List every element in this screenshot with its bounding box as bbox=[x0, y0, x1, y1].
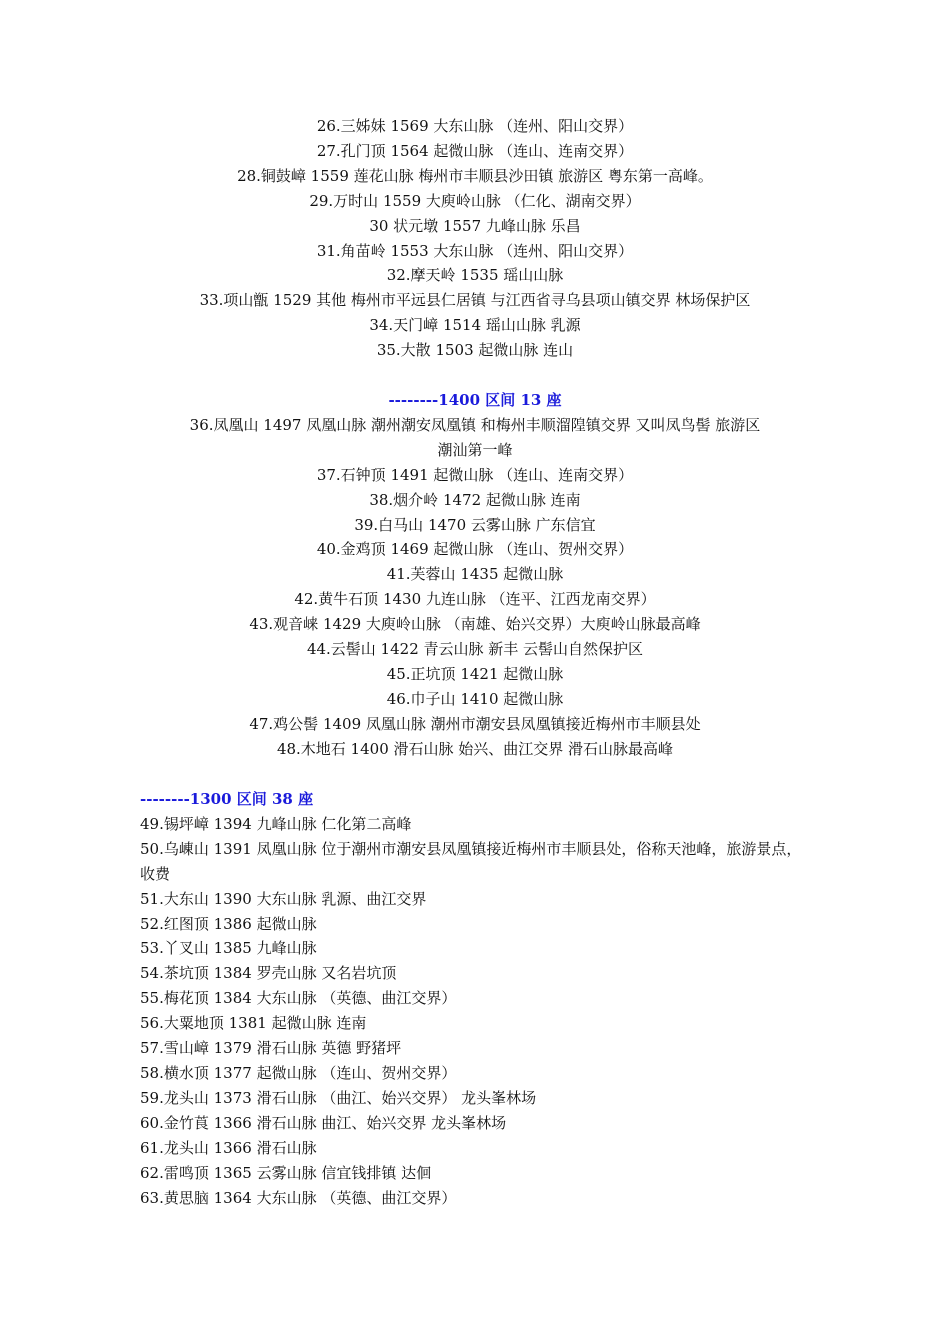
list-item: 35.大散 1503 起微山脉 连山 bbox=[376, 341, 574, 360]
list-item: 57.雪山嶂 1379 滑石山脉 英德 野猪坪 bbox=[140, 1039, 402, 1058]
list-item: 55.梅花顶 1384 大东山脉 （英德、曲江交界） bbox=[140, 989, 457, 1008]
list-item: 58.横水顶 1377 起微山脉 （连山、贺州交界） bbox=[140, 1063, 457, 1082]
list-item: 26.三姊妹 1569 大东山脉 （连州、阳山交界） bbox=[316, 117, 634, 135]
list-item: 33.项山甑 1529 其他 梅州市平远县仁居镇 与江西省寻乌县项山镇交界 林场保护区 bbox=[199, 291, 751, 310]
section-1300-list bbox=[140, 787, 810, 1210]
list-item: 60.金竹莨 1366 滑石山脉 曲江、始兴交界 龙头峯林场 bbox=[140, 1113, 507, 1132]
list-item: 30 状元墩 1557 九峰山脉 乐昌 bbox=[369, 216, 581, 235]
list-item: 49.锡坪嶂 1394 九峰山脉 仁化第二高峰 bbox=[140, 814, 412, 833]
list-item: 32.摩天岭 1535 瑶山山脉 bbox=[386, 266, 564, 285]
list-item: 48.木地石 1400 滑石山脉 始兴、曲江交界 滑石山脉最高峰 bbox=[276, 739, 674, 758]
list-item: 46.巾子山 1410 起微山脉 bbox=[386, 689, 564, 708]
list-item: 34.天门嶂 1514 瑶山山脉 乳源 bbox=[369, 316, 581, 335]
section-1400-list bbox=[140, 388, 810, 762]
list-item: 42.黄牛石顶 1430 九连山脉 （连平、江西龙南交界） bbox=[294, 590, 656, 609]
list-item: 62.雷鸣顶 1365 云雾山脉 信宜钱排镇 达佪 bbox=[140, 1163, 432, 1182]
list-item: 39.白马山 1470 云雾山脉 广东信宜 bbox=[354, 515, 596, 534]
list-item: 28.铜鼓嶂 1559 莲花山脉 梅州市丰顺县沙田镇 旅游区 粤东第一高峰。 bbox=[237, 166, 713, 185]
section-heading: --------1300 区间 38 座 bbox=[140, 790, 314, 808]
list-item: 47.鸡公髻 1409 凤凰山脉 潮州市潮安县凤凰镇接近梅州市丰顺县处 bbox=[249, 714, 701, 733]
list-item: 45.正坑顶 1421 起微山脉 bbox=[386, 664, 564, 683]
list-item: 56.大粟地顶 1381 起微山脉 连南 bbox=[140, 1014, 367, 1033]
list-item: 61.龙头山 1366 滑石山脉 bbox=[140, 1138, 317, 1157]
list-item: 52.红图顶 1386 起微山脉 bbox=[140, 914, 317, 933]
list-item: 53.丫叉山 1385 九峰山脉 bbox=[140, 939, 317, 958]
list-item: 41.芙蓉山 1435 起微山脉 bbox=[386, 565, 564, 584]
list-item: 37.石钟顶 1491 起微山脉 （连山、连南交界） bbox=[316, 465, 634, 484]
list-item: 36.凤凰山 1497 凤凰山脉 潮州潮安凤凰镇 和梅州丰顺溜隍镇交界 又叫凤鸟髻 旅游区 bbox=[189, 415, 761, 434]
list-item: 43.观音崃 1429 大庾岭山脉 （南雄、始兴交界）大庾岭山脉最高峰 bbox=[249, 615, 701, 634]
list-item: 44.云髻山 1422 青云山脉 新丰 云髻山自然保护区 bbox=[306, 640, 644, 659]
list-item: 38.烟介岭 1472 起微山脉 连南 bbox=[369, 490, 581, 509]
list-item: 54.茶坑顶 1384 罗壳山脉 又名岩坑顶 bbox=[140, 964, 397, 983]
list-item: 51.大东山 1390 大东山脉 乳源、曲江交界 bbox=[140, 889, 427, 908]
list-item: 40.金鸡顶 1469 起微山脉 （连山、贺州交界） bbox=[316, 540, 634, 559]
list-item: 63.黄思脑 1364 大东山脉 （英德、曲江交界） bbox=[140, 1188, 457, 1207]
list-item: 27.孔门顶 1564 起微山脉 （连山、连南交界） bbox=[316, 141, 634, 160]
section-heading: --------1400 区间 13 座 bbox=[388, 391, 562, 409]
list-item: 31.角苗岭 1553 大东山脉 （连州、阳山交界） bbox=[316, 241, 634, 260]
list-item-continuation: 潮汕第一峰 bbox=[437, 440, 513, 459]
list-item: 59.龙头山 1373 滑石山脉 （曲江、始兴交界） 龙头峯林场 bbox=[140, 1088, 537, 1107]
list-item: 50.乌崠山 1391 凤凰山脉 位于潮州市潮安县凤凰镇接近梅州市丰顺县处，俗称天池峰，旅游景点，收费 bbox=[140, 839, 802, 883]
list-item: 29.万时山 1559 大庾岭山脉 （仁化、湖南交界） bbox=[309, 191, 641, 210]
section-1500-list bbox=[140, 114, 810, 363]
